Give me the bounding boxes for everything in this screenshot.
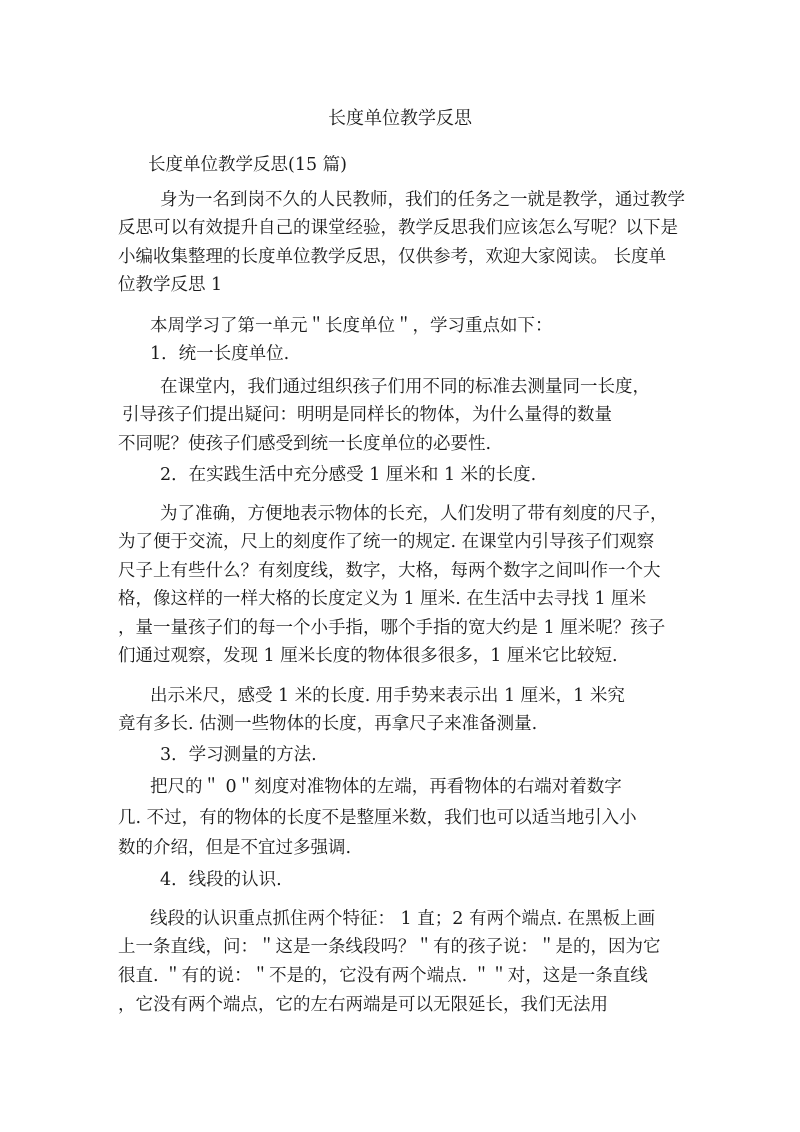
text-line: 把尺的＂ 0＂刻度对准物体的左端，再看物体的右端对着数字 — [150, 777, 622, 797]
text-line: 身为一名到岗不久的人民教师，我们的任务之一就是教学，通过教学 — [160, 190, 685, 210]
text-line: 数的介绍，但是不宜过多强调. — [118, 838, 352, 858]
text-line: 在课堂内，我们通过组织孩子们用不同的标准去测量同一长度， — [160, 377, 650, 397]
text-line: 格，像这样的一样大格的长度定义为 1 厘米. 在生活中去寻找 1 厘米 — [118, 589, 647, 609]
text-line: 位教学反思 1 — [118, 275, 223, 295]
text-line: 出示米尺，感受 1 米的长度. 用手势来表示出 1 厘米，1 米究 — [150, 686, 625, 706]
text-line: 本周学习了第一单元＂长度单位＂，学习重点如下： — [150, 316, 553, 336]
text-line: 为了准确，方便地表示物体的长充，人们发明了带有刻度的尺子， — [160, 504, 668, 524]
section-heading: 3．学习测量的方法. — [160, 745, 317, 765]
text-line: 引导孩子们提出疑问：明明是同样长的物体，为什么量得的数量 — [122, 405, 612, 425]
text-line: 上一条直线，问：＂这是一条线段吗？＂有的孩子说：＂是的，因为它 — [118, 937, 661, 957]
section-heading: 2．在实践生活中充分感受 1 厘米和 1 米的长度. — [160, 465, 537, 485]
text-line: 为了便于交流，尺上的刻度作了统一的规定. 在课堂内引导孩子们观察 — [118, 532, 655, 552]
text-line: 尺子上有些什么？有刻度线，数字，大格，每两个数字之间叫作一个大 — [118, 561, 661, 581]
text-line: 很直. ＂有的说：＂不是的，它没有两个端点. ＂＂对，这是一条直线 — [118, 966, 648, 986]
text-line: 竟有多长. 估测一些物体的长度，再拿尺子来准备测量. — [118, 714, 538, 734]
text-line: 不同呢？使孩子们感受到统一长度单位的必要性. — [118, 434, 492, 454]
document-title: 长度单位教学反思 — [328, 108, 472, 129]
section-heading: 4．线段的认识. — [160, 870, 282, 890]
text-line: 们通过观察，发现 1 厘米长度的物体很多很多，1 厘米它比较短. — [118, 646, 618, 666]
text-line: ，它没有两个端点，它的左右两端是可以无限延长，我们无法用 — [118, 995, 608, 1015]
section-heading: 1．统一长度单位. — [150, 344, 290, 364]
text-line: 反思可以有效提升自己的课堂经验，教学反思我们应该怎么写呢？以下是 — [118, 218, 678, 238]
text-line: 线段的认识重点抓住两个特征： 1 直；2 有两个端点. 在黑板上画 — [150, 909, 656, 929]
text-line: 几. 不过，有的物体的长度不是整厘米数，我们也可以适当地引入小 — [118, 808, 637, 828]
subtitle-line: 长度单位教学反思(15 篇) — [148, 155, 347, 175]
text-line: ，量一量孩子们的每一个小手指，哪个手指的宽大约是 1 厘米呢？孩子 — [118, 618, 666, 638]
text-line: 小编收集整理的长度单位教学反思，仅供参考，欢迎大家阅读。 长度单 — [118, 247, 667, 267]
